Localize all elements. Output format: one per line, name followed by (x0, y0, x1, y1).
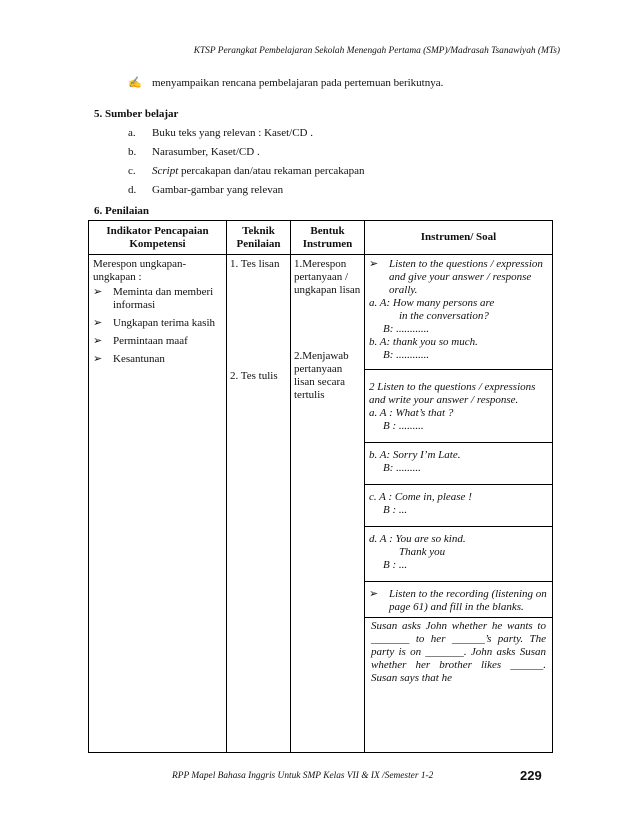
arrow-bullet-icon: ➢ (369, 258, 379, 270)
footer-text: RPP Mapel Bahasa Inggris Untuk SMP Kelas VII & IX /Semester 1-2 (172, 771, 434, 781)
instruction-1: ➢ Listen to the questions / expression and give your answer / response orally. (369, 258, 543, 296)
intro-bullet-text: menyampaikan rencana pembelajaran pada pertemuan berikutnya. (152, 76, 444, 89)
header-indikator: Indikator Pencapaian Kompetensi (89, 221, 227, 255)
intro-bullet (128, 76, 443, 89)
header-teknik: Teknik Penilaian (227, 221, 291, 255)
list-item: c. Script percakapan dan/atau rekaman percakapan (128, 165, 365, 177)
row-divider (365, 526, 552, 527)
row-divider (365, 442, 552, 443)
row-divider (365, 484, 552, 485)
cell-teknik: 1. Tes lisan 2. Tes tulis (227, 255, 291, 753)
page-number: 229 (520, 768, 542, 783)
cell-instrumen: ➢ Listen to the questions / expression and give your answer / response orally. a. A: How many persons are in the conversation? B: ............ b. A: thank you so much. B: ............ 2 Listen to the questions / expressions and write your answer / response. a. A : What’s that ? B : ......... b. A: Sorry I’m Late. B: ......... c. A : Come in, please ! B : ... d. A : You are so kind. Thank you B : ... ➢ Listen to the recording (listening on page 61) and fill in the blanks. Susan asks John whether he wants to _______ to her ______’s party. The party is on _______. John asks Susan whether her brother likes ______. Susan says that he (365, 255, 553, 753)
list-item: a. Buku teks yang relevan : Kaset/CD . (128, 127, 313, 139)
list-item: ➢ Permintaan maaf (93, 335, 188, 347)
section-5-title: 5. Sumber belajar (94, 108, 179, 120)
list-item: b. Narasumber, Kaset/CD . (128, 146, 260, 158)
list-item: ➢ Ungkapan terima kasih (93, 317, 216, 329)
arrow-bullet-icon: ➢ (369, 588, 379, 600)
list-item: ➢ Meminta dan memberi informasi (93, 286, 214, 311)
header-instrumen: Instrumen/ Soal (365, 221, 553, 255)
cell-indikator: Merespon ungkapan-ungkapan : ➢ Meminta dan memberi informasi ➢ Ungkapan terima kasih ➢ Permintaan maaf ➢ Kesantunan (89, 255, 227, 753)
section-6-title: 6. Penilaian (94, 205, 150, 217)
row-divider (365, 369, 552, 370)
arrow-bullet-icon: ➢ (93, 335, 103, 347)
list-item: ➢ Kesantunan (93, 353, 165, 365)
row-divider (365, 617, 552, 618)
fill-blank-passage: Susan asks John whether he wants to _______ to her ______’s party. The party is on _______. John asks Susan whether her brother likes ______. Susan says that he (371, 620, 546, 684)
arrow-bullet-icon: ➢ (93, 353, 103, 365)
arrow-bullet-icon: ➢ (93, 317, 103, 329)
header-bentuk: Bentuk Instrumen (291, 221, 365, 255)
sumber-belajar-list (128, 127, 365, 203)
writing-hand-icon: ✍ (128, 77, 142, 89)
row-divider (365, 581, 552, 582)
arrow-bullet-icon: ➢ (93, 286, 103, 298)
list-item: d. Gambar-gambar yang relevan (128, 184, 284, 196)
instruction-2: ➢ Listen to the recording (listening on page 61) and fill in the blanks. (369, 588, 547, 613)
running-header: KTSP Perangkat Pembelajaran Sekolah Menengah Pertama (SMP)/Madrasah Tsanawiyah (MTs) (193, 46, 560, 56)
penilaian-table (88, 220, 553, 753)
cell-bentuk: 1.Merespon pertanyaan / ungkapan lisan 2.Menjawab pertanyaan lisan secara tertulis (291, 255, 365, 753)
